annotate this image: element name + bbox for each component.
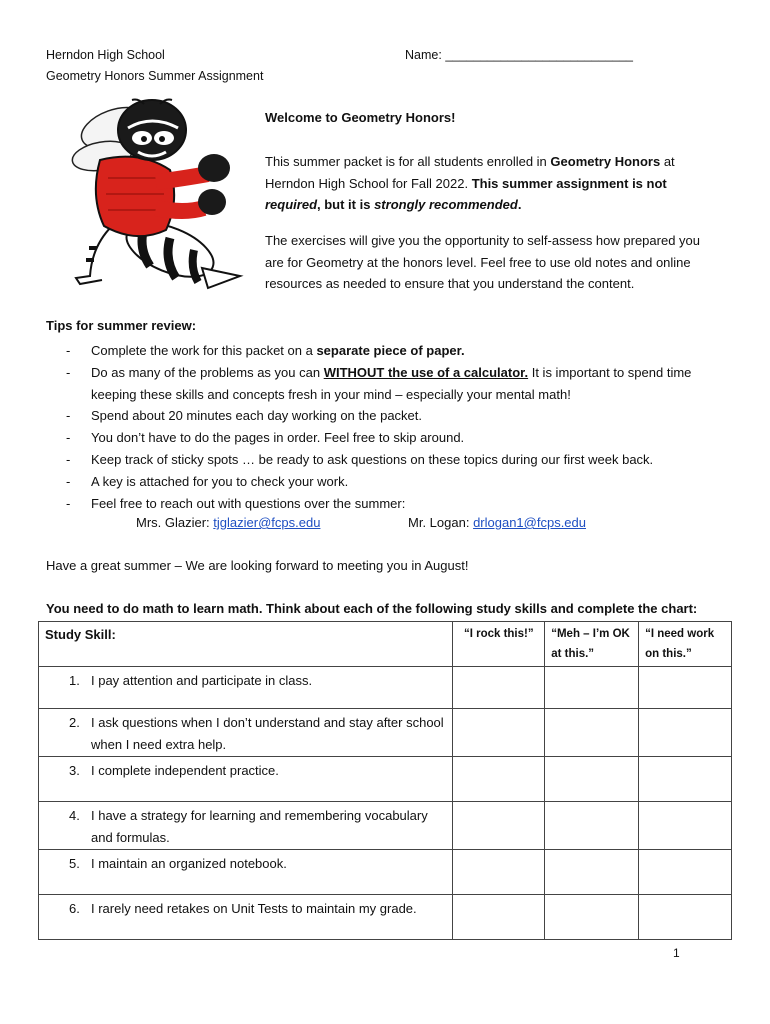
rating-cell-rock[interactable]	[453, 850, 545, 895]
contact-glazier	[136, 515, 320, 530]
intro-period: .	[517, 197, 522, 212]
bullet-dash: -	[66, 451, 71, 467]
intro-paragraph-1	[265, 151, 715, 216]
table-row	[39, 709, 732, 757]
school-name: Herndon High School	[46, 48, 165, 62]
skill-cell	[39, 709, 453, 757]
list-item	[46, 362, 706, 406]
skill-cell	[39, 802, 453, 850]
table-row	[39, 757, 732, 802]
list-item	[46, 449, 706, 471]
skill-text: I rarely need retakes on Unit Tests to maintain my grade.	[91, 901, 417, 916]
skill-text: I maintain an organized notebook.	[91, 856, 287, 871]
rating-cell-rock[interactable]	[453, 757, 545, 802]
table-row	[39, 802, 732, 850]
skill-number: 2.	[69, 715, 80, 730]
intro-recommended: strongly recommended	[374, 197, 518, 212]
table-header-row	[39, 622, 732, 667]
skill-number: 3.	[69, 763, 80, 778]
tips-heading: Tips for summer review:	[46, 318, 197, 333]
rating-cell-meh[interactable]	[545, 667, 639, 709]
rating-cell-meh[interactable]	[545, 850, 639, 895]
rating-cell-rock[interactable]	[453, 895, 545, 940]
skill-cell	[39, 895, 453, 940]
skill-text: I have a strategy for learning and remembering vocabulary and formulas.	[91, 808, 428, 845]
intro-paragraph-2: The exercises will give you the opportunity to self-assess how prepared you are for Geometry at the honors level. Feel free to use old notes and online resources as needed to ensure that you understand the content.	[265, 233, 700, 291]
header-meh: “Meh – I’m OK at this.”	[545, 622, 639, 667]
rating-cell-meh[interactable]	[545, 895, 639, 940]
tip-text: A key is attached for you to check your work.	[91, 473, 349, 489]
intro-required: required	[265, 197, 318, 212]
rating-cell-meh[interactable]	[545, 757, 639, 802]
table-row	[39, 850, 732, 895]
bullet-dash: -	[66, 364, 71, 380]
list-item	[46, 427, 706, 449]
rating-cell-meh[interactable]	[545, 802, 639, 850]
closing-line: Have a great summer – We are looking forward to meeting you in August!	[46, 558, 469, 573]
tip-text: Do as many of the problems as you can	[91, 364, 324, 380]
tip-text: Feel free to reach out with questions over the summer:	[91, 495, 406, 511]
tip-text: Keep track of sticky spots … be ready to ask questions on these topics during our first week back.	[91, 451, 654, 467]
email-link-logan[interactable]: drlogan1@fcps.edu	[473, 515, 586, 530]
skill-text: I pay attention and participate in class.	[91, 673, 313, 688]
intro-text: This summer packet is for all students enrolled in	[265, 154, 551, 169]
rating-cell-need-work[interactable]	[639, 667, 732, 709]
intro-text: at Herndon High School for Fall 2022.	[265, 154, 675, 191]
bullet-dash: -	[66, 495, 71, 511]
bullet-dash: -	[66, 408, 71, 424]
rating-cell-meh[interactable]	[545, 709, 639, 757]
bullet-dash: -	[66, 343, 71, 358]
rating-cell-rock[interactable]	[453, 667, 545, 709]
name-blank: ___________________________	[445, 48, 634, 62]
contact-label: Mr. Logan:	[408, 515, 470, 530]
tips-list	[46, 340, 706, 514]
hornet-mascot	[52, 98, 252, 303]
skill-number: 6.	[69, 901, 80, 916]
skill-number: 4.	[69, 808, 80, 823]
skill-number: 1.	[69, 673, 80, 688]
header-rock: “I rock this!”	[453, 622, 545, 667]
skill-number: 5.	[69, 856, 80, 871]
name-label: Name:	[405, 48, 442, 62]
rating-cell-rock[interactable]	[453, 802, 545, 850]
name-line	[405, 48, 633, 62]
skill-text: I ask questions when I don’t understand and stay after school when I need extra help.	[91, 715, 444, 752]
list-item	[46, 471, 706, 493]
study-skills-table	[38, 621, 732, 940]
tip-text: Spend about 20 minutes each day working on the packet.	[91, 408, 422, 424]
skill-cell	[39, 667, 453, 709]
tip-text: You don’t have to do the pages in order. Feel free to skip around.	[91, 430, 465, 446]
rating-cell-need-work[interactable]	[639, 757, 732, 802]
list-item	[46, 405, 706, 427]
intro-note: , but it is	[317, 197, 375, 212]
tip-emphasis: WITHOUT the use of a calculator.	[323, 364, 529, 380]
table-row	[39, 667, 732, 709]
skill-cell	[39, 757, 453, 802]
skill-cell	[39, 850, 453, 895]
contact-label: Mrs. Glazier:	[136, 515, 210, 530]
table-row	[39, 895, 732, 940]
welcome-heading: Welcome to Geometry Honors!	[265, 110, 456, 125]
contact-logan	[408, 515, 586, 530]
page-number: 1	[673, 946, 680, 960]
rating-cell-need-work[interactable]	[639, 850, 732, 895]
header-study-skill: Study Skill:	[39, 622, 453, 667]
skill-text: I complete independent practice.	[91, 763, 279, 778]
tip-text: Complete the work for this packet on a	[91, 343, 317, 358]
intro-note: This summer assignment is not	[471, 175, 667, 191]
bullet-dash: -	[66, 430, 71, 446]
intro-course: Geometry Honors	[550, 154, 661, 169]
chart-instructions: You need to do math to learn math. Think about each of the following study skills and complete the chart:	[46, 601, 698, 616]
rating-cell-need-work[interactable]	[639, 709, 732, 757]
rating-cell-need-work[interactable]	[639, 895, 732, 940]
bullet-dash: -	[66, 473, 71, 489]
rating-cell-rock[interactable]	[453, 709, 545, 757]
list-item	[46, 493, 706, 515]
email-link-glazier[interactable]: tjglazier@fcps.edu	[213, 515, 321, 530]
list-item	[46, 340, 706, 362]
header-need-work: “I need work on this.”	[639, 622, 732, 667]
assignment-title: Geometry Honors Summer Assignment	[46, 69, 264, 83]
rating-cell-need-work[interactable]	[639, 802, 732, 850]
tip-emphasis: separate piece of paper.	[316, 343, 465, 358]
tip-text: It is important to spend time keeping these skills and concepts fresh in your mind – especially your mental math!	[91, 364, 692, 402]
